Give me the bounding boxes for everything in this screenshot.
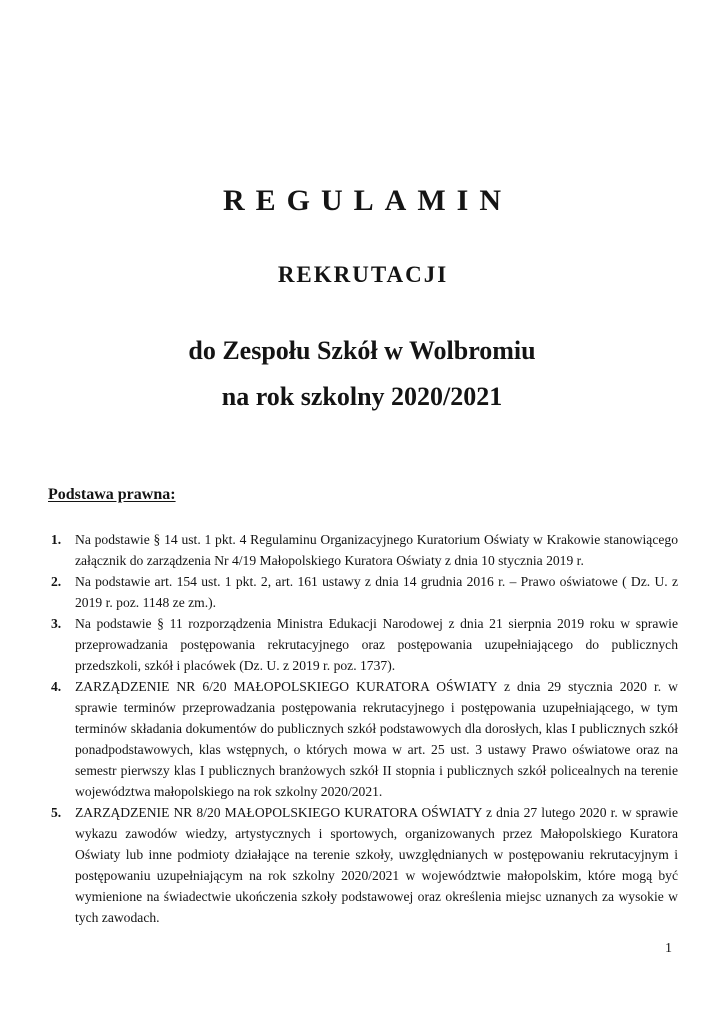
document-title-main: REGULAMIN	[222, 184, 512, 217]
page-number: 1	[665, 941, 672, 956]
list-item-marker: 4.	[51, 679, 62, 694]
list-item-text: Na podstawie art. 154 ust. 1 pkt. 2, art. 161 ustawy z dnia 14 grudnia 2016 r. – Prawo oświatowe ( Dz. U. z 2019 r. poz. 1148 ze zm.).	[75, 574, 678, 610]
list-item-marker: 2.	[51, 574, 62, 589]
list-item-text: Na podstawie § 11 rozporządzenia Ministra Edukacji Narodowej z dnia 21 sierpnia 2019 roku w sprawie przeprowadzania postępowania rekrutacyjnego oraz postępowania uzupełniającego do publicznych przedszkoli, szkół i placówek (Dz. U. z 2019 r. poz. 1737).	[75, 616, 678, 673]
list-item	[48, 802, 678, 928]
list-item-marker: 3.	[51, 616, 62, 631]
list-item	[48, 529, 678, 571]
document-title-school-year: na rok szkolny 2020/2021	[221, 382, 503, 411]
list-item-text: ZARZĄDZENIE NR 8/20 MAŁOPOLSKIEGO KURATORA OŚWIATY z dnia 27 lutego 2020 r. w sprawie wykazu zawodów wiedzy, artystycznych i sportowych, organizowanych przez Małopolskiego Kuratora Oświaty lub inne podmioty działające na terenie szkoły, uwzględnianych w postępowaniu rekrutacyjnym i postępowaniu uzupełniającym na rok szkolny 2020/2021 w województwie małopolskim, które mogą być wymienione na świadectwie ukończenia szkoły podstawowej oraz określenia miejsc uznanych za wysokie w tych zawodach.	[75, 805, 678, 925]
legal-basis-list	[48, 529, 678, 928]
list-item	[48, 676, 678, 802]
list-item-text: Na podstawie § 14 ust. 1 pkt. 4 Regulaminu Organizacyjnego Kuratorium Oświaty w Krakowie stanowiącego załącznik do zarządzenia Nr 4/19 Małopolskiego Kuratora Oświaty z dnia 10 stycznia 2019 r.	[75, 532, 678, 568]
list-item	[48, 613, 678, 676]
list-item-marker: 1.	[51, 532, 62, 547]
list-item	[48, 571, 678, 613]
legal-basis-heading: Podstawa prawna:	[48, 486, 176, 503]
list-item-text: ZARZĄDZENIE NR 6/20 MAŁOPOLSKIEGO KURATORA OŚWIATY z dnia 29 stycznia 2020 r. w sprawie terminów przeprowadzania postępowania rekrutacyjnego i postępowania uzupełniającego, w tym terminów składania dokumentów do publicznych szkół podstawowych dla dorosłych, klas I publicznych szkół ponadpodstawowych, klas wstępnych, o których mowa w art. 25 ust. 3 ustawy Prawo oświatowe oraz na semestr pierwszy klas I publicznych branżowych szkół II stopnia i publicznych szkół policealnych na terenie województwa małopolskiego na rok szkolny 2020/2021.	[75, 679, 678, 799]
list-item-marker: 5.	[51, 805, 62, 820]
document-title-school-name: do Zespołu Szkół w Wolbromiu	[188, 336, 536, 365]
document-title-school-block	[0, 328, 724, 420]
document-title-sub: REKRUTACJI	[277, 262, 449, 287]
